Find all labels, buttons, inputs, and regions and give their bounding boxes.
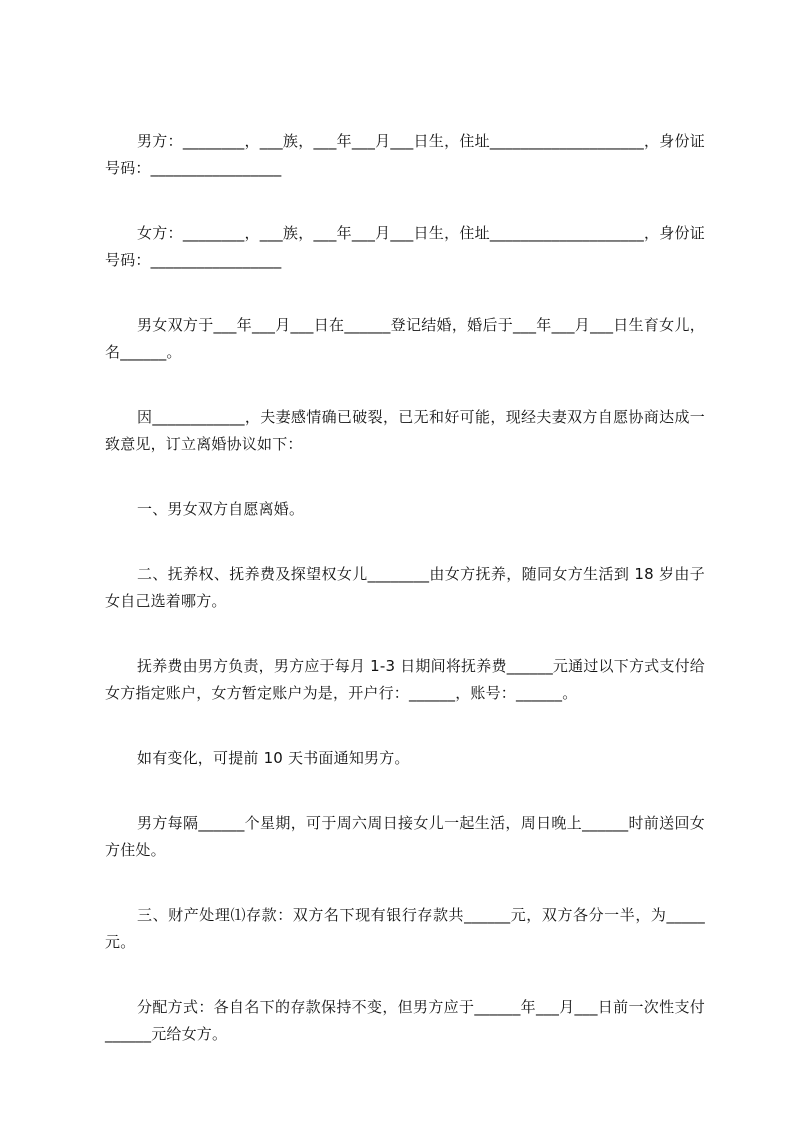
paragraph-clause-1: 一、男女双方自愿离婚。 [137,500,305,518]
paragraph-change-notice: 如有变化，可提前 10 天书面通知男方。 [137,749,410,767]
document-body [105,128,705,1086]
paragraph-clause-3-property: 三、财产处理⑴存款：双方名下现有银行存款共______元，双方各分一半，为_____元。 [105,906,705,951]
paragraph-support-payment: 抚养费由男方负责，男方应于每月 1-3 日期间将抚养费______元通过以下方式支付给女方指定账户，女方暂定账户为是，开户行：______，账号：______。 [105,657,705,702]
paragraph-visitation: 男方每隔______个星期，可于周六周日接女儿一起生活，周日晚上______时前送回女方住处。 [105,814,705,859]
paragraph-distribution: 分配方式：各自名下的存款保持不变，但男方应于______年___月___日前一次性支付______元给女方。 [105,998,705,1043]
paragraph-marriage-info: 男女双方于___年___月___日在______登记结婚，婚后于___年___月___日生育女儿，名______。 [105,316,705,361]
paragraph-wife-info: 女方：________，___族，___年___月___日生，住址____________________，身份证号码：_________________ [105,224,705,269]
paragraph-husband-info: 男方：________，___族，___年___月___日生，住址____________________，身份证号码：_________________ [105,132,705,177]
paragraph-reason: 因____________，夫妻感情确已破裂，已无和好可能，现经夫妻双方自愿协商达成一致意见，订立离婚协议如下： [105,408,705,453]
paragraph-clause-2-custody: 二、抚养权、抚养费及探望权女儿________由女方抚养，随同女方生活到 18 岁由子女自己选着哪方。 [105,565,705,610]
